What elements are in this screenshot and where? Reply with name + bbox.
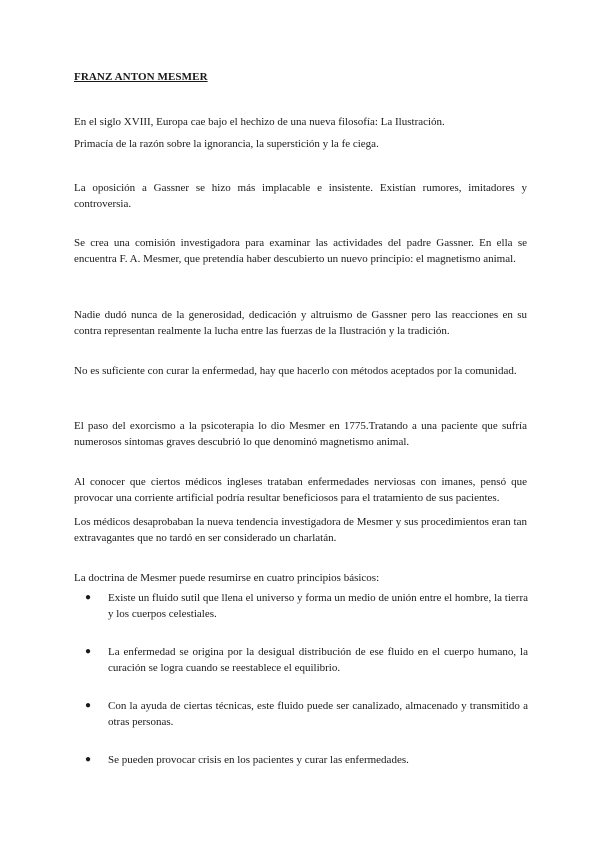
paragraph-reason: Primacía de la razón sobre la ignorancia, la superstición y la fe ciega. xyxy=(74,138,379,150)
bullet-icon: ● xyxy=(85,646,92,657)
principle-fluid: Existe un fluido sutil que llena el universo y forma un medio de unión entre el hombre, la tierra y los cuerpos celestiales. xyxy=(108,592,528,620)
paragraph-exorcism: El paso del exorcismo a la psicoterapia lo dio Mesmer en 1775.Tratando a una paciente que sufría numerosos síntomas graves descubrió lo que denominó magnetismo animal. xyxy=(74,420,527,448)
bullet-icon: ● xyxy=(85,700,92,711)
principle-crisis: Se pueden provocar crisis en los pacientes y curar las enfermedades. xyxy=(108,754,409,766)
paragraph-commission: Se crea una comisión investigadora para examinar las actividades del padre Gassner. En ella se encuentra F. A. Mesmer, que pretendía haber descubierto un nuevo principio: el magnetismo animal. xyxy=(74,237,527,265)
principle-illness: La enfermedad se origina por la desigual distribución de ese fluido en el cuerpo humano, la curación se logra cuando se reestablece el equilibrio. xyxy=(108,646,528,674)
document-title: FRANZ ANTON MESMER xyxy=(74,71,208,83)
paragraph-doctrine-intro: La doctrina de Mesmer puede resumirse en cuatro principios básicos: xyxy=(74,572,380,584)
paragraph-magnets: Al conocer que ciertos médicos ingleses trataban enfermedades nerviosas con imanes, pensó que provocar una corriente artificial podría resultar beneficiosos para el tratamiento de sus pacientes. xyxy=(74,476,527,504)
bullet-icon: ● xyxy=(85,592,92,603)
paragraph-opposition: La oposición a Gassner se hizo más implacable e insistente. Existían rumores, imitadores y controversia. xyxy=(74,182,527,210)
paragraph-gassner: Nadie dudó nunca de la generosidad, dedicación y altruismo de Gassner pero las reacciones en su contra representan realmente la lucha entre las fuerzas de la Ilustración y la tradición. xyxy=(74,309,527,337)
bullet-icon: ● xyxy=(85,754,92,765)
paragraph-charlatan: Los médicos desaprobaban la nueva tendencia investigadora de Mesmer y sus procedimientos eran tan extravagantes que no tardó en ser considerado un charlatán. xyxy=(74,516,527,544)
paragraph-methods: No es suficiente con curar la enfermedad, hay que hacerlo con métodos aceptados por la comunidad. xyxy=(74,365,517,377)
principle-techniques: Con la ayuda de ciertas técnicas, este fluido puede ser canalizado, almacenado y transmitido a otras personas. xyxy=(108,700,528,728)
paragraph-enlightenment: En el siglo XVIII, Europa cae bajo el hechizo de una nueva filosofía: La Ilustración. xyxy=(74,116,445,128)
